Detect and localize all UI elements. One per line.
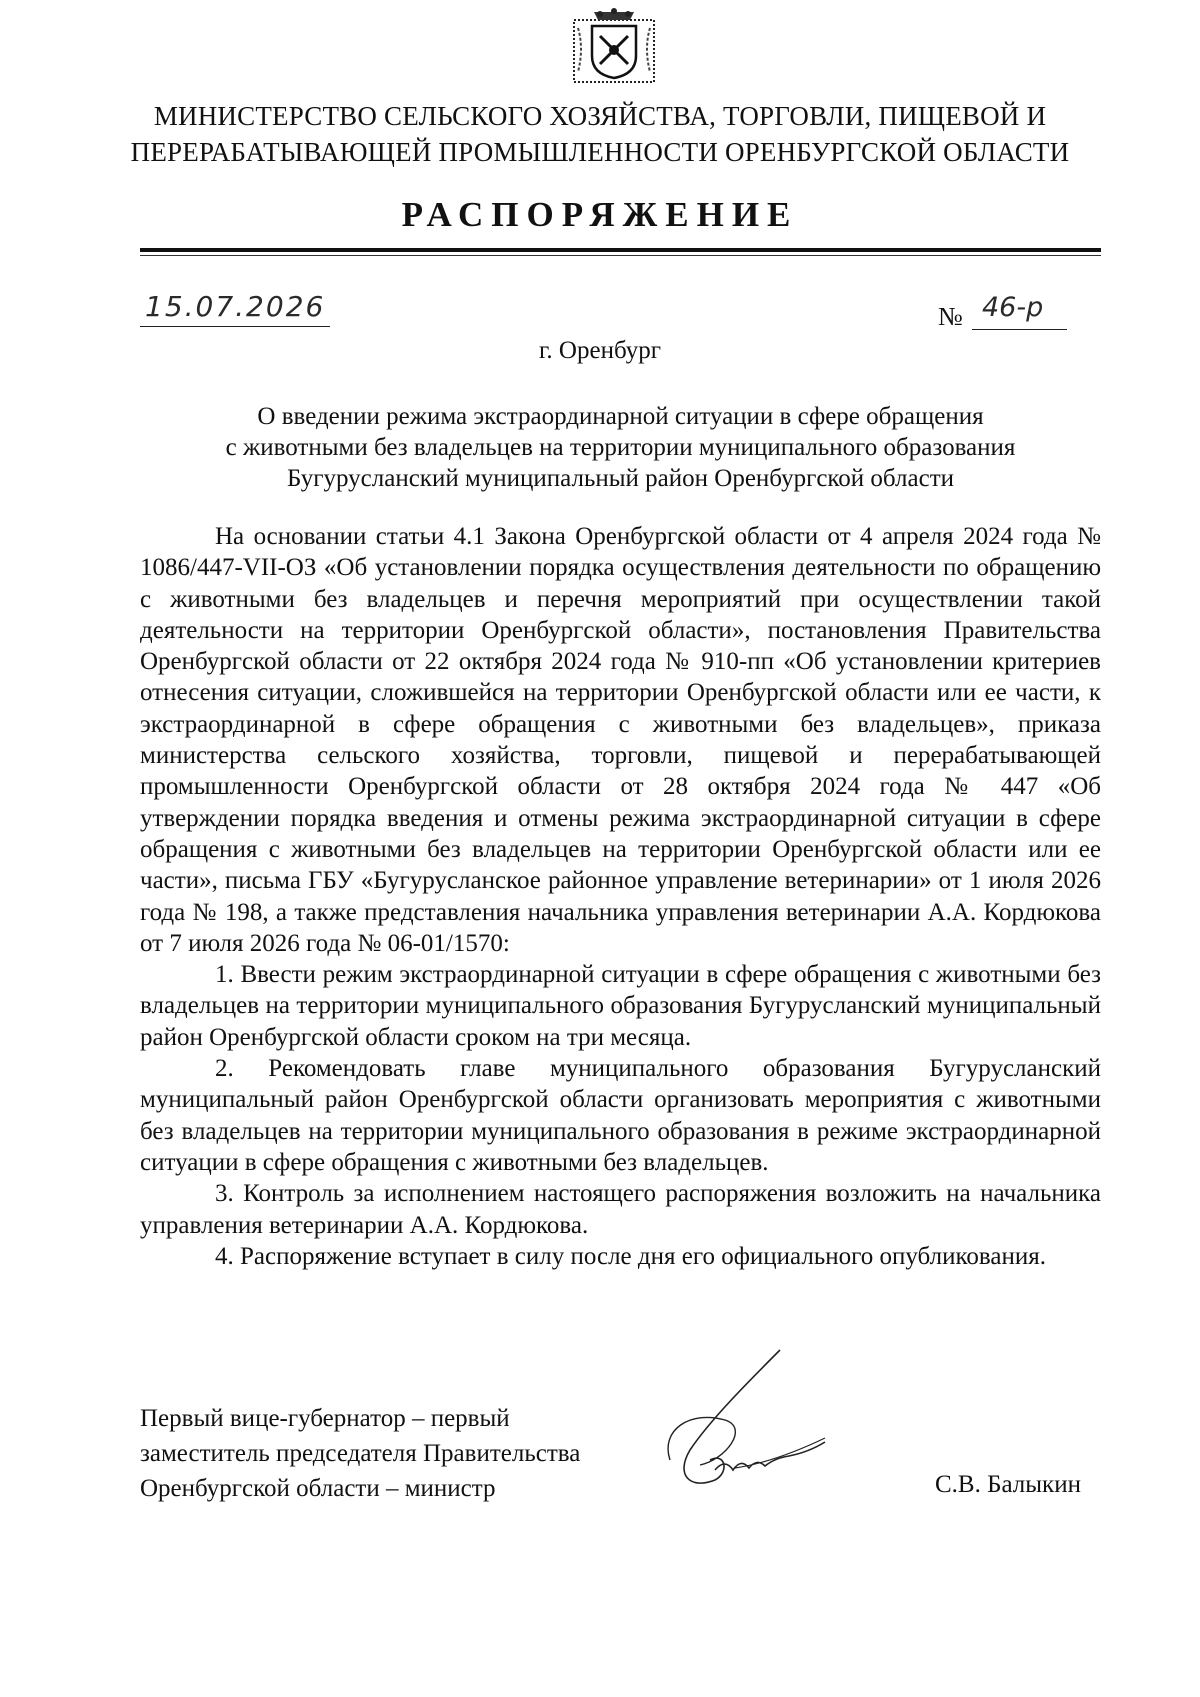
header-divider bbox=[140, 248, 1101, 252]
city: г. Оренбург bbox=[539, 337, 661, 364]
document-number: 46-р bbox=[982, 292, 1044, 323]
item-3: 3. Контроль за исполнением настоящего распоряжения возложить на начальника управления ветеринарии А.А. Кордюкова. bbox=[140, 1180, 1101, 1239]
item-1: 1. Ввести режим экстраординарной ситуации в сфере обращения с животными без владельцев на территории муниципального образования Бугурусланский муниципальный район Оренбургской области сроком на три месяца. bbox=[140, 961, 1101, 1051]
item-2: 2. Рекомендовать главе муниципального образования Бугурусланский муниципальный район Оренбургской области организовать мероприятия с животными без владельцев на территории муниципального образования в режиме экстраординарной ситуации в сфере обращения с животными без владельцев. bbox=[140, 1055, 1101, 1176]
number-underline bbox=[972, 329, 1067, 330]
title-line-3: Бугурусланский муниципальный район Оренбургской области bbox=[287, 465, 954, 492]
coat-of-arms-icon bbox=[570, 8, 658, 84]
document-type-heading: РАСПОРЯЖЕНИЕ bbox=[401, 195, 799, 234]
ministry-name bbox=[60, 98, 1140, 170]
position-line-3: Оренбургской области – министр bbox=[140, 1475, 496, 1502]
title-line-2: с животными без владельцев на территории муниципального образования bbox=[225, 434, 1016, 461]
position-line-2: заместитель председателя Правительства bbox=[140, 1440, 581, 1467]
header-divider-thin bbox=[140, 255, 1101, 256]
preamble-paragraph: На основании статьи 4.1 Закона Оренбургской области от 4 апреля 2024 года № 1086/447-VII-ОЗ «Об установлении порядка осуществления деятельности по обращению с животными без владельцев и перечня мероприятий при осуществлении такой деятельности на территории Оренбургской области», постановления Правительства Оренбургской области от 22 октября 2024 года № 910-пп «Об установлении критериев отнесения ситуации, сложившейся на территории Оренбургской области или ее части, к экстраординарной в сфере обращения с животными без владельцев», приказа министерства сельского хозяйства, торговли, пищевой и перерабатывающей промышленности Оренбургской области от 28 октября 2024 года № 447 «Об утверждении порядка введения и отмены режима экстраординарной ситуации в сфере обращения с животными без владельцев на территории Оренбургской области или ее части», письма ГБУ «Бугурусланское районное управление ветеринарии» от 1 июля 2026 года № 198, а также представления начальника управления ветеринарии А.А. Кордюкова от 7 июля 2026 года № 06-01/1570: bbox=[140, 523, 1101, 957]
item-4: 4. Распоряжение вступает в силу после дня его официального опубликования. bbox=[215, 1242, 1046, 1270]
ministry-line-1: МИНИСТЕРСТВО СЕЛЬСКОГО ХОЗЯЙСТВА, ТОРГОВЛИ, ПИЩЕВОЙ И bbox=[153, 101, 1047, 131]
signatory-position bbox=[140, 1401, 580, 1506]
document-title bbox=[140, 401, 1101, 494]
date-underline bbox=[140, 326, 330, 327]
handwritten-signature bbox=[630, 1340, 860, 1510]
document-body bbox=[140, 521, 1101, 1272]
document-date: 15.07.2026 bbox=[145, 290, 326, 323]
title-line-1: О введении режима экстраординарной ситуации в сфере обращения bbox=[257, 403, 984, 430]
signatory-name: С.В. Балыкин bbox=[935, 1471, 1081, 1498]
ministry-line-2: ПЕРЕРАБАТЫВАЮЩЕЙ ПРОМЫШЛЕННОСТИ ОРЕНБУРГСКОЙ ОБЛАСТИ bbox=[130, 137, 1070, 167]
number-label: № bbox=[938, 302, 963, 331]
position-line-1: Первый вице-губернатор – первый bbox=[140, 1405, 510, 1432]
